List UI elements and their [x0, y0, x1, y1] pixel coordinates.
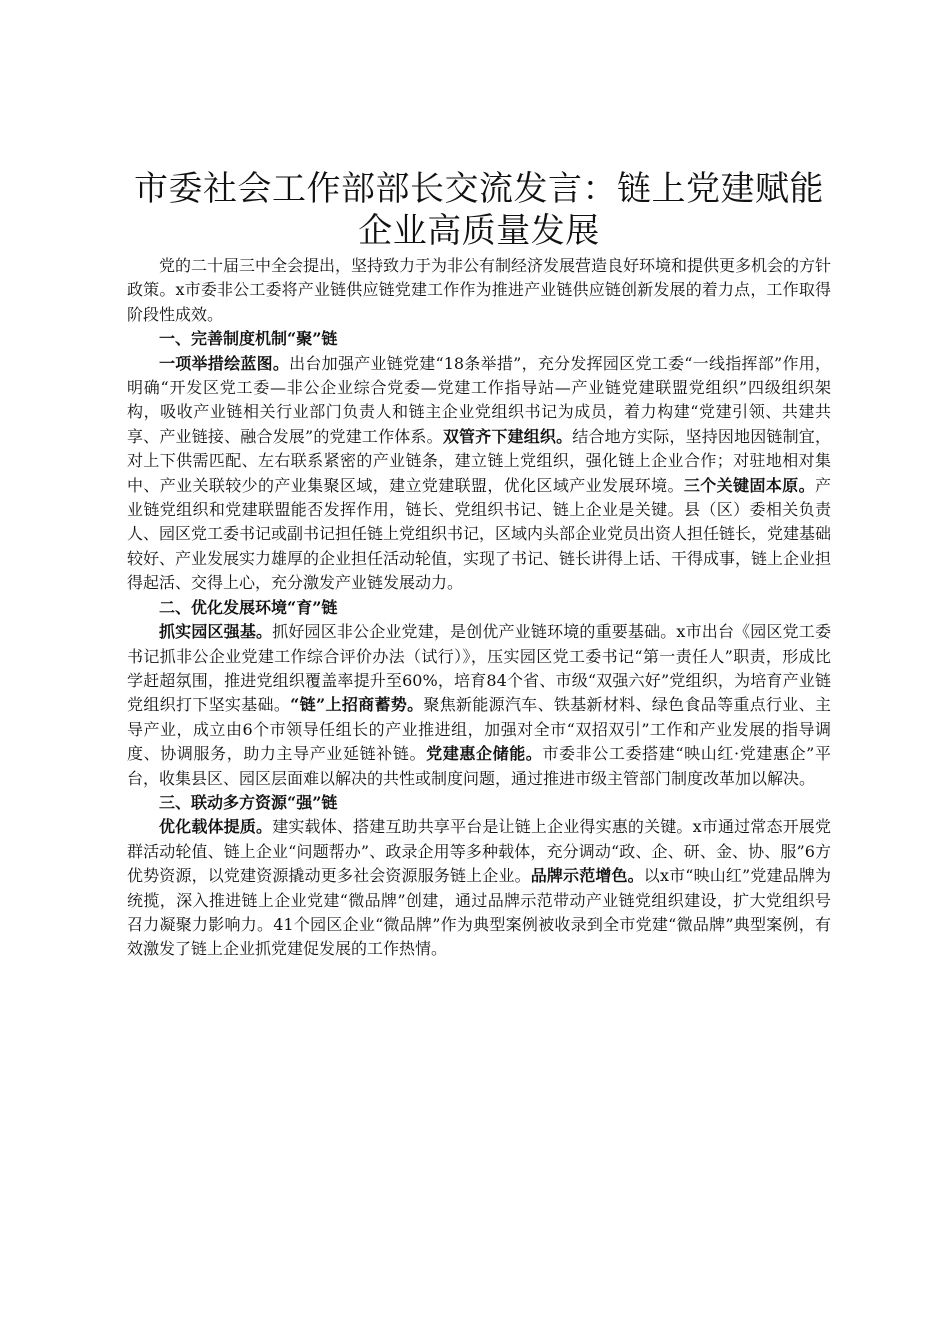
- body-text: 建实载体、搭建互助共享平台是让链上企业得实惠的关键。x市通过常态开展党群活动轮值、链上企业“问题帮办”、政录企用等多种载体，充分调动“政、企、研、金、协、服”6方优势资源，以党建资源撬动更多社会资源服务链上企业。: [127, 817, 831, 886]
- lead-phrase: 抓实园区强基。: [159, 622, 273, 642]
- lead-phrase: “链”上招商蓄势。: [290, 695, 424, 715]
- lead-phrase: 品牌示范增色。: [530, 866, 644, 886]
- section-1-paragraph: [127, 352, 831, 596]
- lead-phrase: 一项举措绘蓝图。: [159, 353, 290, 373]
- section-heading-2: 二、优化发展环境“育”链: [159, 597, 338, 617]
- section-3-paragraph: [127, 815, 831, 961]
- section-heading-1: 一、完善制度机制“聚”链: [159, 329, 338, 349]
- body-text: 市委非公工委搭建“映山红·党建惠企”平台，收集县区、园区层面难以解决的共性或制度问题，通过推进市级主管部门制度改革加以解决。: [127, 744, 831, 788]
- title-line-1: 市委社会工作部部长交流发言：链上党建赋能: [134, 169, 824, 209]
- document-page: [127, 168, 831, 962]
- document-title: [127, 168, 831, 252]
- title-line-2: 企业高质量发展: [358, 211, 600, 251]
- body-text: 结合地方实际，坚持因地因链制宜，对上下供需匹配、左右联系紧密的产业链条，建立链上党组织，强化链上企业合作；对驻地相对集中、产业关联较少的产业集聚区域，建立党建联盟，优化区域产业发展环境。: [127, 426, 831, 495]
- body-text: 抓好园区非公企业党建，是创优产业链环境的重要基础。x市出台《园区党工委书记抓非公企业党建工作综合评价办法（试行）》，压实园区党工委书记“第一责任人”职责，形成比学赶超氛围，推进党组织覆盖率提升至60%，培育84个省、市级“双强六好”党组织，为培育产业链党组织打下坚实基础。: [127, 622, 831, 715]
- body-text: 产业链党组织和党建联盟能否发挥作用，链长、党组织书记、链上企业是关键。县（区）委相关负责人、园区党工委书记或副书记担任链上党组织书记，区域内头部企业党员出资人担任链长，党建基础较好、产业发展实力雄厚的企业担任活动轮值，实现了书记、链长讲得上话、干得成事，链上企业担得起活、交得上心，充分激发产业链发展动力。: [127, 475, 832, 593]
- body-text: 出台加强产业链党建“18条举措”，充分发挥园区党工委“一线指挥部”作用，明确“开发区党工委—非公企业综合党委—党建工作指导站—产业链党建联盟党组织”四级组织架构，吸收产业链相关行业部门负责人和链主企业党组织书记为成员，着力构建“党建引领、共建共享、产业链接、融合发展”的党建工作体系。: [127, 353, 831, 446]
- section-2-paragraph: [127, 620, 831, 791]
- lead-phrase: 党建惠企储能。: [426, 744, 543, 764]
- lead-phrase: 优化载体提质。: [159, 817, 273, 837]
- lead-phrase: 双管齐下建组织。: [442, 426, 573, 446]
- body-text: 聚焦新能源汽车、铁基新材料、绿色食品等重点行业、主导产业，成立由6个市领导任组长的产业推进组，加强对全市“双招双引”工作和产业发展的指导调度、协调服务，助力主导产业延链补链。: [127, 695, 831, 764]
- body-text: 以x市“映山红”党建品牌为统揽，深入推进链上企业党建“微品牌”创建，通过品牌示范带动产业链党组织建设，扩大党组织号召力凝聚力影响力。41个园区企业“微品牌”作为典型案例被收录到全市党建“微品牌”典型案例，有效激发了链上企业抓党建促发展的工作热情。: [127, 866, 831, 959]
- intro-paragraph: 党的二十届三中全会提出，坚持致力于为非公有制经济发展营造良好环境和提供更多机会的方针政策。x市委非公工委将产业链供应链党建工作作为推进产业链供应链创新发展的着力点，工作取得阶段性成效。: [127, 256, 832, 324]
- lead-phrase: 三个关键固本原。: [683, 475, 815, 495]
- section-heading-3: 三、联动多方资源“强”链: [159, 792, 338, 812]
